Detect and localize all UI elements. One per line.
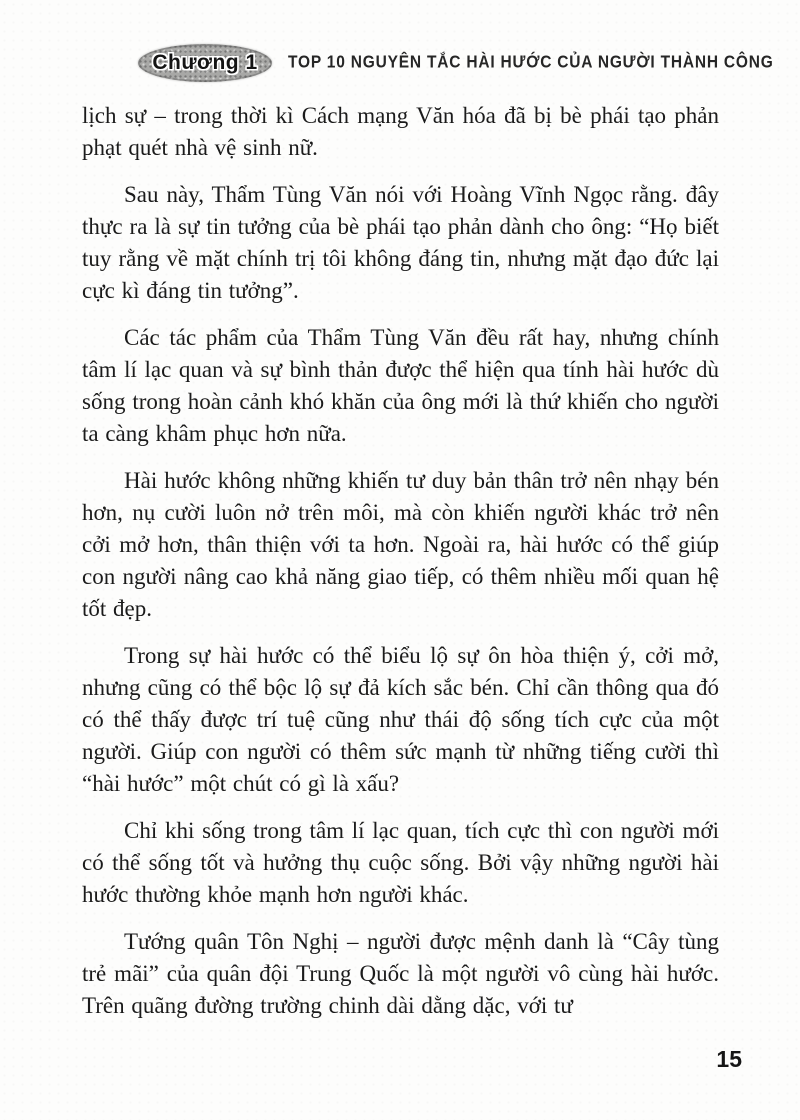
chapter-badge [138,44,272,82]
body-text [82,100,719,1037]
chapter-title: TOP 10 NGUYÊN TẮC HÀI HƯỚC CỦA NGƯỜI THÀNH CÔNG [288,52,774,72]
paragraph: Chỉ khi sống trong tâm lí lạc quan, tích cực thì con người mới có thể sống tốt và hưởng thụ cuộc sống. Bởi vậy những người hài hước thường khỏe mạnh hơn người khác. [82,818,719,907]
paragraph: Sau này, Thẩm Tùng Văn nói với Hoàng Vĩnh Ngọc rằng. đây thực ra là sự tin tưởng của bè phái tạo phản dành cho ông: “Họ biết tuy rằng về mặt chính trị tôi không đáng tin, nhưng mặt đạo đức lại cực kì đáng tin tưởng”. [82,182,719,303]
paragraph: Trong sự hài hước có thể biểu lộ sự ôn hòa thiện ý, cởi mở, nhưng cũng có thể bộc lộ sự đả kích sắc bén. Chỉ cần thông qua đó có thể thấy được trí tuệ cũng như thái độ sống tích cực của một người. Giúp con người có thêm sức mạnh từ những tiếng cười thì “hài hước” một chút có gì là xấu? [82,643,719,796]
paragraph: lịch sự – trong thời kì Cách mạng Văn hóa đã bị bè phái tạo phản phạt quét nhà vệ sinh nữ. [82,103,719,160]
page-number: 15 [716,1046,742,1072]
paragraph: Tướng quân Tôn Nghị – người được mệnh danh là “Cây tùng trẻ mãi” của quân đội Trung Quốc là một người vô cùng hài hước. Trên quãng đường trường chinh dài dằng dặc, với tư [82,929,719,1018]
paragraph: Hài hước không những khiến tư duy bản thân trở nên nhạy bén hơn, nụ cười luôn nở trên môi, mà còn khiến người khác trở nên cởi mở hơn, thân thiện với ta hơn. Ngoài ra, hài hước có thể giúp con người nâng cao khả năng giao tiếp, có thêm nhiều mối quan hệ tốt đẹp. [82,468,719,621]
chapter-header [138,44,774,82]
chapter-badge-label: Chương 1 [152,51,258,74]
paragraph: Các tác phẩm của Thẩm Tùng Văn đều rất hay, nhưng chính tâm lí lạc quan và sự bình thản được thể hiện qua tính hài hước dù sống trong hoàn cảnh khó khăn của ông mới là thứ khiến cho người ta càng khâm phục hơn nữa. [82,325,719,446]
